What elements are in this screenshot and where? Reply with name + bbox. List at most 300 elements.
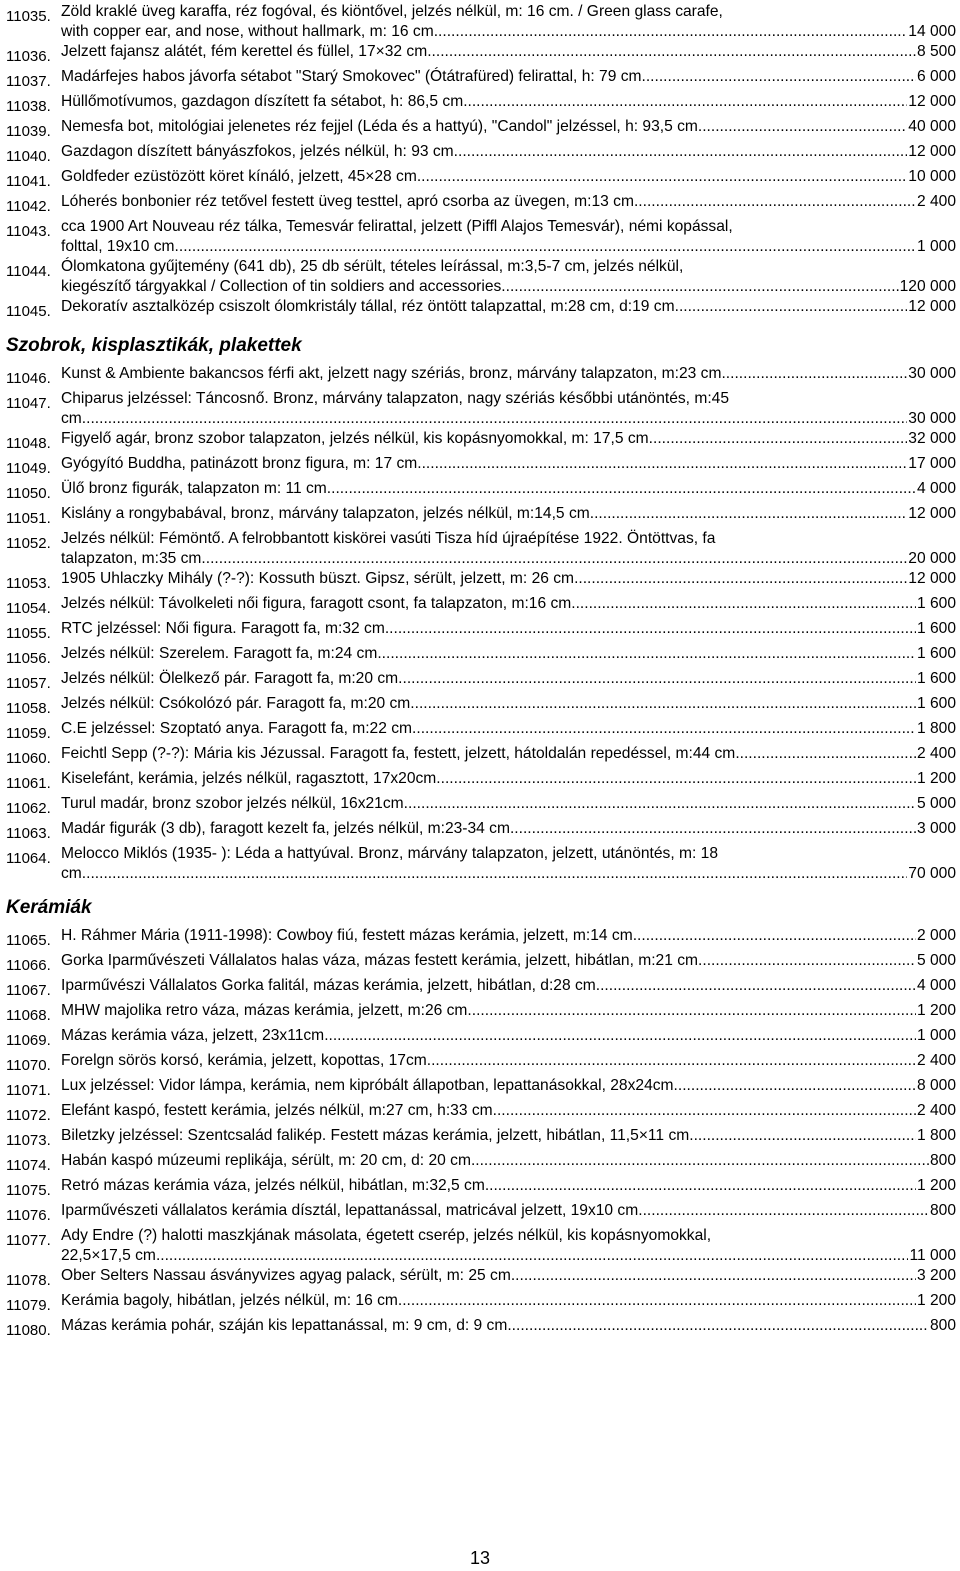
lot-description [61, 297, 956, 317]
lot-number: 11076. [6, 1207, 51, 1224]
lot-price: 12 000 [908, 143, 956, 160]
lot-description-text: Jelzés nélkül: Ölelkező pár. Faragott fa, m:20 cm [61, 670, 399, 687]
lot-item [6, 92, 956, 117]
lot-description [61, 694, 956, 714]
dot-leader [649, 429, 908, 449]
lot-description [61, 1076, 956, 1096]
lot-description-last-line [61, 569, 956, 589]
lot-description [61, 504, 956, 524]
lot-description-last-line [61, 951, 956, 971]
lot-price: 800 [929, 1202, 956, 1219]
lot-description-last-line [61, 976, 956, 996]
lot-description [61, 1201, 956, 1221]
lot-description-last-line [61, 926, 956, 946]
lot-description-text: Figyelő agár, bronz szobor talapzaton, jelzés nélkül, kis kopásnyomokkal, m: 17,5 cm [61, 430, 649, 447]
lot-price: 17 000 [908, 455, 956, 472]
lot-description-last-line [61, 644, 956, 664]
lot-price: 2 400 [916, 1052, 956, 1069]
lot-description-text: cm [61, 865, 82, 882]
lot-description [61, 1291, 956, 1311]
lot-price: 800 [929, 1317, 956, 1334]
lot-price: 8 000 [916, 1077, 956, 1094]
lot-price: 12 000 [908, 505, 956, 522]
lot-description-last-line [61, 1151, 956, 1171]
dot-leader [156, 1246, 909, 1266]
dot-leader [637, 926, 916, 946]
lot-description-text: Jelzett fajansz alátét, fém kerettel és füllel, 17×32 cm [61, 43, 428, 60]
lot-description-last-line [61, 1076, 956, 1096]
dot-leader [179, 237, 916, 257]
lot-description-last-line [61, 1316, 956, 1336]
dot-leader [331, 479, 916, 499]
lot-price: 2 000 [916, 927, 956, 944]
lot-price: 1 600 [916, 595, 956, 612]
lot-number: 11035. [6, 8, 51, 25]
lot-number: 11069. [6, 1032, 51, 1049]
lot-description-text: C.E jelzéssel: Szoptató anya. Faragott fa, m:22 cm [61, 720, 413, 737]
lot-price: 4 000 [916, 480, 956, 497]
lot-description-last-line [61, 744, 956, 764]
lot-description-text: Elefánt kaspó, festett kerámia, jelzés nélkül, m:27 cm, h:33 cm [61, 1102, 493, 1119]
lot-description-text: MHW majolika retro váza, mázas kerámia, jelzett, m:26 cm [61, 1002, 468, 1019]
lot-number: 11052. [6, 535, 51, 552]
lot-price: 1 000 [916, 1027, 956, 1044]
lot-item [6, 217, 956, 257]
lot-description [61, 1126, 956, 1146]
lot-description-line: Ólomkatona gyűjtemény (641 db), 25 db sérült, tételes leírással, m:3,5-7 cm, jelzés nélkül, [61, 258, 684, 275]
lot-price: 14 000 [908, 23, 956, 40]
lot-description-text: Iparművészeti vállalatos kerámia dísztál, lepattanással, matricával jelzett, 19x10 cm [61, 1202, 639, 1219]
lot-description [61, 1226, 956, 1266]
lot-description [61, 1316, 956, 1336]
lot-description-text: Habán kaspó múzeumi replikája, sérült, m: 20 cm, d: 20 cm [61, 1152, 471, 1169]
lot-number: 11041. [6, 173, 51, 190]
lot-description [61, 644, 956, 664]
lot-description-last-line [61, 549, 956, 569]
lot-price: 1 200 [916, 1177, 956, 1194]
lot-description-last-line [61, 479, 956, 499]
lot-item [6, 117, 956, 142]
lot-item [6, 769, 956, 794]
dot-leader [82, 409, 908, 429]
dot-leader [471, 1151, 929, 1171]
lot-description-last-line [61, 1291, 956, 1311]
dot-leader [698, 951, 916, 971]
lot-item [6, 504, 956, 529]
lot-price: 30 000 [908, 410, 956, 427]
lot-description-line: cca 1900 Art Nouveau réz tálka, Temesvár felirattal, jelzett (Piffl Alajos Temesvár), némi kopással, [61, 218, 733, 235]
lot-description [61, 2, 956, 42]
lot-description [61, 594, 956, 614]
lot-description [61, 1266, 956, 1286]
lot-number: 11060. [6, 750, 51, 767]
lot-item [6, 1201, 956, 1226]
lot-description-last-line [61, 619, 956, 639]
lot-description-last-line [61, 669, 956, 689]
lot-description-last-line [61, 117, 956, 137]
dot-leader [324, 1026, 916, 1046]
lot-description-text: Kislány a rongybabával, bronz, márvány talapzaton, jelzés nélkül, m:14,5 cm [61, 505, 590, 522]
dot-leader [506, 277, 899, 297]
lot-description-line: Melocco Miklós (1935- ): Léda a hattyúval. Bronz, márvány talapzaton, jelzett, utánöntés, m: 18 [61, 845, 719, 862]
lot-price: 70 000 [908, 865, 956, 882]
lot-description-text: Mázas kerámia váza, jelzett, 23x11cm [61, 1027, 325, 1044]
lot-number: 11080. [6, 1322, 51, 1339]
lot-description-text: Jelzés nélkül: Szerelem. Faragott fa, m:24 cm [61, 645, 378, 662]
lot-description-text: cm [61, 410, 82, 427]
lot-description-last-line [61, 92, 956, 112]
lot-description-last-line [61, 1126, 956, 1146]
dot-leader [467, 1001, 916, 1021]
section-title: Kerámiák [6, 897, 92, 918]
lot-description-last-line [61, 167, 956, 187]
lot-number: 11074. [6, 1157, 51, 1174]
lot-item [6, 794, 956, 819]
lot-number: 11048. [6, 435, 51, 452]
lot-description-last-line [61, 769, 956, 789]
lot-item [6, 569, 956, 594]
lot-price: 20 000 [908, 550, 956, 567]
lot-description [61, 1001, 956, 1021]
lot-item [6, 644, 956, 669]
lot-item [6, 926, 956, 951]
lot-price: 11 000 [909, 1247, 956, 1264]
lot-description-last-line [61, 1246, 956, 1266]
dot-leader [634, 192, 916, 212]
lot-description [61, 529, 956, 569]
lot-description-last-line [61, 1101, 956, 1121]
lot-number: 11073. [6, 1132, 51, 1149]
dot-leader [638, 1201, 929, 1221]
lot-item [6, 951, 956, 976]
dot-leader [735, 744, 916, 764]
lot-item [6, 1176, 956, 1201]
lot-description-text: Lux jelzéssel: Vidor lámpa, kerámia, nem kipróbált állapotban, lepattanásokkal, 28x24cm [61, 1077, 674, 1094]
lot-description-line: Chiparus jelzéssel: Táncosnő. Bronz, márvány talapzaton, nagy szériás későbbi utánöntés, m:45 [61, 390, 730, 407]
lot-item [6, 529, 956, 569]
dot-leader [689, 1126, 916, 1146]
lot-description [61, 951, 956, 971]
lot-item [6, 2, 956, 42]
lot-number: 11066. [6, 957, 51, 974]
lot-item [6, 744, 956, 769]
lot-number: 11045. [6, 303, 51, 320]
lot-description [61, 819, 956, 839]
lot-item [6, 1151, 956, 1176]
lot-number: 11046. [6, 370, 51, 387]
lot-description-line: Ady Endre (?) halotti maszkjának másolata, égetett cserép, jelzés nélkül, kis kopásnyomokkal, [61, 1227, 712, 1244]
lot-price: 32 000 [908, 430, 956, 447]
dot-leader [674, 1076, 916, 1096]
lot-price: 30 000 [908, 365, 956, 382]
lot-number: 11056. [6, 650, 51, 667]
lot-price: 1 200 [916, 770, 956, 787]
lot-description-text: Jelzés nélkül: Távolkeleti női figura, faragott csont, fa talapzaton, m:16 cm [61, 595, 572, 612]
dot-leader [398, 669, 916, 689]
lot-description-last-line [61, 142, 956, 162]
lot-description-last-line [61, 409, 956, 429]
dot-leader [463, 92, 907, 112]
dot-leader [385, 619, 916, 639]
lot-description [61, 167, 956, 187]
lot-description [61, 844, 956, 884]
lot-item [6, 1101, 956, 1126]
lot-description [61, 364, 956, 384]
dot-leader [698, 117, 907, 137]
lot-description-line: Jelzés nélkül: Fémöntő. A felrobbantott kiskörei vasúti Tisza híd újraépítése 1922. Öntöttvas, fa [61, 530, 716, 547]
lot-description-last-line [61, 794, 956, 814]
lot-number: 11053. [6, 575, 51, 592]
lot-number: 11070. [6, 1057, 51, 1074]
lot-description-text: Gorka Iparművészeti Vállalatos halas váza, mázas festett kerámia, jelzett, hibátlan, m:21 cm [61, 952, 699, 969]
dot-leader [571, 594, 916, 614]
lot-price: 12 000 [908, 93, 956, 110]
lot-description-last-line [61, 1001, 956, 1021]
lot-price: 1 200 [916, 1002, 956, 1019]
lot-description-text: Gyógyító Buddha, patinázott bronz figura, m: 17 cm [61, 455, 418, 472]
lot-description [61, 42, 956, 62]
lot-description-text: Ober Selters Nassau ásványvizes agyag palack, sérült, m: 25 cm [61, 1267, 511, 1284]
dot-leader [642, 67, 916, 87]
lot-description-last-line [61, 277, 956, 297]
lot-item [6, 1266, 956, 1291]
dot-leader [507, 1316, 929, 1336]
lot-description [61, 794, 956, 814]
lot-number: 11061. [6, 775, 51, 792]
lot-description-last-line [61, 297, 956, 317]
lot-description [61, 1176, 956, 1196]
lot-description-last-line [61, 192, 956, 212]
lot-price: 1 200 [916, 1292, 956, 1309]
lot-number: 11059. [6, 725, 51, 742]
lot-number: 11064. [6, 850, 51, 867]
lot-description-last-line [61, 719, 956, 739]
lot-price: 800 [929, 1152, 956, 1169]
lot-description-text: Dekoratív asztalközép csiszolt ólomkristály tállal, réz öntött talapzattal, m:28 cm, d:19 cm. [61, 298, 679, 315]
lot-description-text: Ülő bronz figurák, talapzaton m: 11 cm. [61, 480, 332, 497]
lot-description [61, 389, 956, 429]
lot-description-last-line [61, 694, 956, 714]
lot-description-text: folttal, 19x10 cm. [61, 238, 179, 255]
lot-description [61, 769, 956, 789]
lot-item [6, 844, 956, 884]
lot-number: 11075. [6, 1182, 51, 1199]
lot-item [6, 192, 956, 217]
lot-description-text: Hüllőmotívumos, gazdagon díszített fa sétabot, h: 86,5 cm [61, 93, 464, 110]
lot-description [61, 142, 956, 162]
lot-item [6, 1051, 956, 1076]
lot-item [6, 594, 956, 619]
lot-description-text: Madár figurák (3 db), faragott kezelt fa, jelzés nélkül, m:23-34 cm. [61, 820, 515, 837]
lot-description-last-line [61, 819, 956, 839]
lot-description-text: Kerámia bagoly, hibátlan, jelzés nélkül, m: 16 cm [61, 1292, 398, 1309]
lot-price: 1 600 [916, 620, 956, 637]
lot-number: 11065. [6, 932, 51, 949]
lot-description [61, 67, 956, 87]
dot-leader [679, 297, 907, 317]
lot-item [6, 669, 956, 694]
lot-number: 11071. [6, 1082, 51, 1099]
lot-price: 2 400 [916, 1102, 956, 1119]
lot-description-last-line [61, 594, 956, 614]
lot-description [61, 976, 956, 996]
dot-leader [377, 644, 916, 664]
lot-price: 120 000 [899, 278, 956, 295]
lot-description [61, 217, 956, 257]
lot-item [6, 694, 956, 719]
lot-number: 11042. [6, 198, 51, 215]
lot-number: 11051. [6, 510, 51, 527]
lot-description-last-line [61, 1051, 956, 1071]
lot-price: 8 500 [916, 43, 956, 60]
dot-leader [398, 1291, 916, 1311]
lot-description-text: Retró mázas kerámia váza, jelzés nélkül, hibátlan, m:32,5 cm [61, 1177, 485, 1194]
lot-number: 11040. [6, 148, 51, 165]
lot-description-text: H. Ráhmer Mária (1911-1998): Cowboy fiú, festett mázas kerámia, jelzett, m:14 cm. [61, 927, 638, 944]
lot-item [6, 719, 956, 744]
lot-description-text: Nemesfa bot, mitológiai jelenetes réz fejjel (Léda és a hattyú), "Candol" jelzéssel, h: 93,5 cm [61, 118, 698, 135]
lot-number: 11072. [6, 1107, 51, 1124]
lot-price: 1 600 [916, 645, 956, 662]
dot-leader [511, 1266, 916, 1286]
lot-description [61, 1101, 956, 1121]
lot-description [61, 429, 956, 449]
lot-description [61, 479, 956, 499]
lot-item [6, 1226, 956, 1266]
lot-description-text: Madárfejes habos jávorfa sétabot "Starý Smokovec" (Ótátrafüred) felirattal, h: 79 cm [61, 68, 642, 85]
lot-number: 11047. [6, 395, 51, 412]
lot-description [61, 1151, 956, 1171]
lot-price: 10 000 [908, 168, 956, 185]
lot-description-text: Gazdagon díszített bányászfokos, jelzés nélkül, h: 93 cm [61, 143, 454, 160]
lot-description-last-line [61, 237, 956, 257]
dot-leader [412, 719, 916, 739]
lot-description-last-line [61, 364, 956, 384]
lot-price: 1 600 [916, 670, 956, 687]
lot-description-text: with copper ear, and nose, without hallmark, m: 16 cm. [61, 23, 439, 40]
lot-number: 11078. [6, 1272, 51, 1289]
dot-leader [514, 819, 916, 839]
lot-description-last-line [61, 67, 956, 87]
lot-description-text: Iparművészi Vállalatos Gorka falitál, mázas kerámia, jelzett, hibátlan, d:28 cm [61, 977, 596, 994]
lot-price: 1 600 [916, 695, 956, 712]
lot-number: 11038. [6, 98, 51, 115]
lot-number: 11050. [6, 485, 51, 502]
lot-item [6, 429, 956, 454]
lot-item [6, 479, 956, 504]
dot-leader [404, 794, 916, 814]
lot-number: 11037. [6, 73, 51, 90]
lot-item [6, 976, 956, 1001]
lot-number: 11036. [6, 48, 51, 65]
lot-description-text: Kiselefánt, kerámia, jelzés nélkül, ragasztott, 17x20cm. [61, 770, 441, 787]
lot-price: 4 000 [916, 977, 956, 994]
lot-description-last-line [61, 429, 956, 449]
lot-description [61, 719, 956, 739]
lot-description-text: Feichtl Sepp (?-?): Mária kis Jézussal. Faragott fa, festett, jelzett, hátoldalán repedéssel, m:44 cm [61, 745, 736, 762]
lot-description [61, 569, 956, 589]
lot-number: 11039. [6, 123, 51, 140]
lot-description-text: Jelzés nélkül: Csókolózó pár. Faragott fa, m:20 cm [61, 695, 411, 712]
lot-number: 11063. [6, 825, 51, 842]
lot-price: 1 800 [916, 720, 956, 737]
lot-item [6, 389, 956, 429]
lot-number: 11043. [6, 223, 51, 240]
lot-number: 11068. [6, 1007, 51, 1024]
lot-description-last-line [61, 864, 956, 884]
section-title: Szobrok, kisplasztikák, plakettek [6, 335, 302, 356]
lot-number: 11044. [6, 263, 51, 280]
dot-leader [438, 22, 907, 42]
dot-leader [201, 549, 907, 569]
lot-description-last-line [61, 1026, 956, 1046]
lot-number: 11049. [6, 460, 51, 477]
lot-price: 5 000 [916, 795, 956, 812]
lot-price: 3 200 [916, 1267, 956, 1284]
dot-leader [417, 454, 907, 474]
lot-description [61, 669, 956, 689]
lot-description-last-line [61, 1266, 956, 1286]
catalog-page [6, 2, 956, 1341]
lot-price: 12 000 [908, 570, 956, 587]
lot-description-text: 1905 Uhlaczky Mihály (?-?): Kossuth büszt. Gipsz, sérült, jelzett, m: 26 cm [61, 570, 575, 587]
lot-description-text: 22,5×17,5 cm [61, 1247, 156, 1264]
lot-number: 11058. [6, 700, 51, 717]
lot-description-text: kiegészítő tárgyakkal / Collection of tin soldiers and accessories. [61, 278, 506, 295]
lot-description-text: talapzaton, m:35 cm [61, 550, 202, 567]
dot-leader [493, 1101, 916, 1121]
lot-description [61, 192, 956, 212]
lot-price: 6 000 [916, 68, 956, 85]
lot-description-last-line [61, 1201, 956, 1221]
lot-item [6, 167, 956, 192]
lot-description-last-line [61, 454, 956, 474]
lot-description-text: Biletzky jelzéssel: Szentcsalád falikép. Festett mázas kerámia, jelzett, hibátlan, 11,5×11 cm [61, 1127, 690, 1144]
lot-price: 3 000 [916, 820, 956, 837]
lot-item [6, 1291, 956, 1316]
lot-description [61, 92, 956, 112]
lot-description [61, 744, 956, 764]
dot-leader [574, 569, 907, 589]
lot-price: 5 000 [916, 952, 956, 969]
page-number: 13 [469, 1548, 491, 1568]
dot-leader [427, 42, 916, 62]
lot-description-text: Turul madár, bronz szobor jelzés nélkül, 16x21cm [61, 795, 404, 812]
dot-leader [410, 694, 916, 714]
dot-leader [721, 364, 907, 384]
lot-item [6, 1316, 956, 1341]
lot-price: 1 000 [916, 238, 956, 255]
lot-item [6, 1026, 956, 1051]
dot-leader [485, 1176, 916, 1196]
lot-item [6, 1076, 956, 1101]
lot-number: 11079. [6, 1297, 51, 1314]
lot-item [6, 42, 956, 67]
lot-item [6, 67, 956, 92]
lot-description-last-line [61, 42, 956, 62]
lot-description [61, 926, 956, 946]
lot-description-text: Goldfeder ezüstözött köret kínáló, jelzett, 45×28 cm [61, 168, 417, 185]
lot-item [6, 257, 956, 297]
lot-number: 11067. [6, 982, 51, 999]
dot-leader [590, 504, 908, 524]
lot-price: 12 000 [908, 298, 956, 315]
lot-price: 2 400 [916, 193, 956, 210]
lot-description [61, 1051, 956, 1071]
lot-number: 11062. [6, 800, 51, 817]
lot-description-text: RTC jelzéssel: Női figura. Faragott fa, m:32 cm [61, 620, 385, 637]
lot-number: 11055. [6, 625, 51, 642]
